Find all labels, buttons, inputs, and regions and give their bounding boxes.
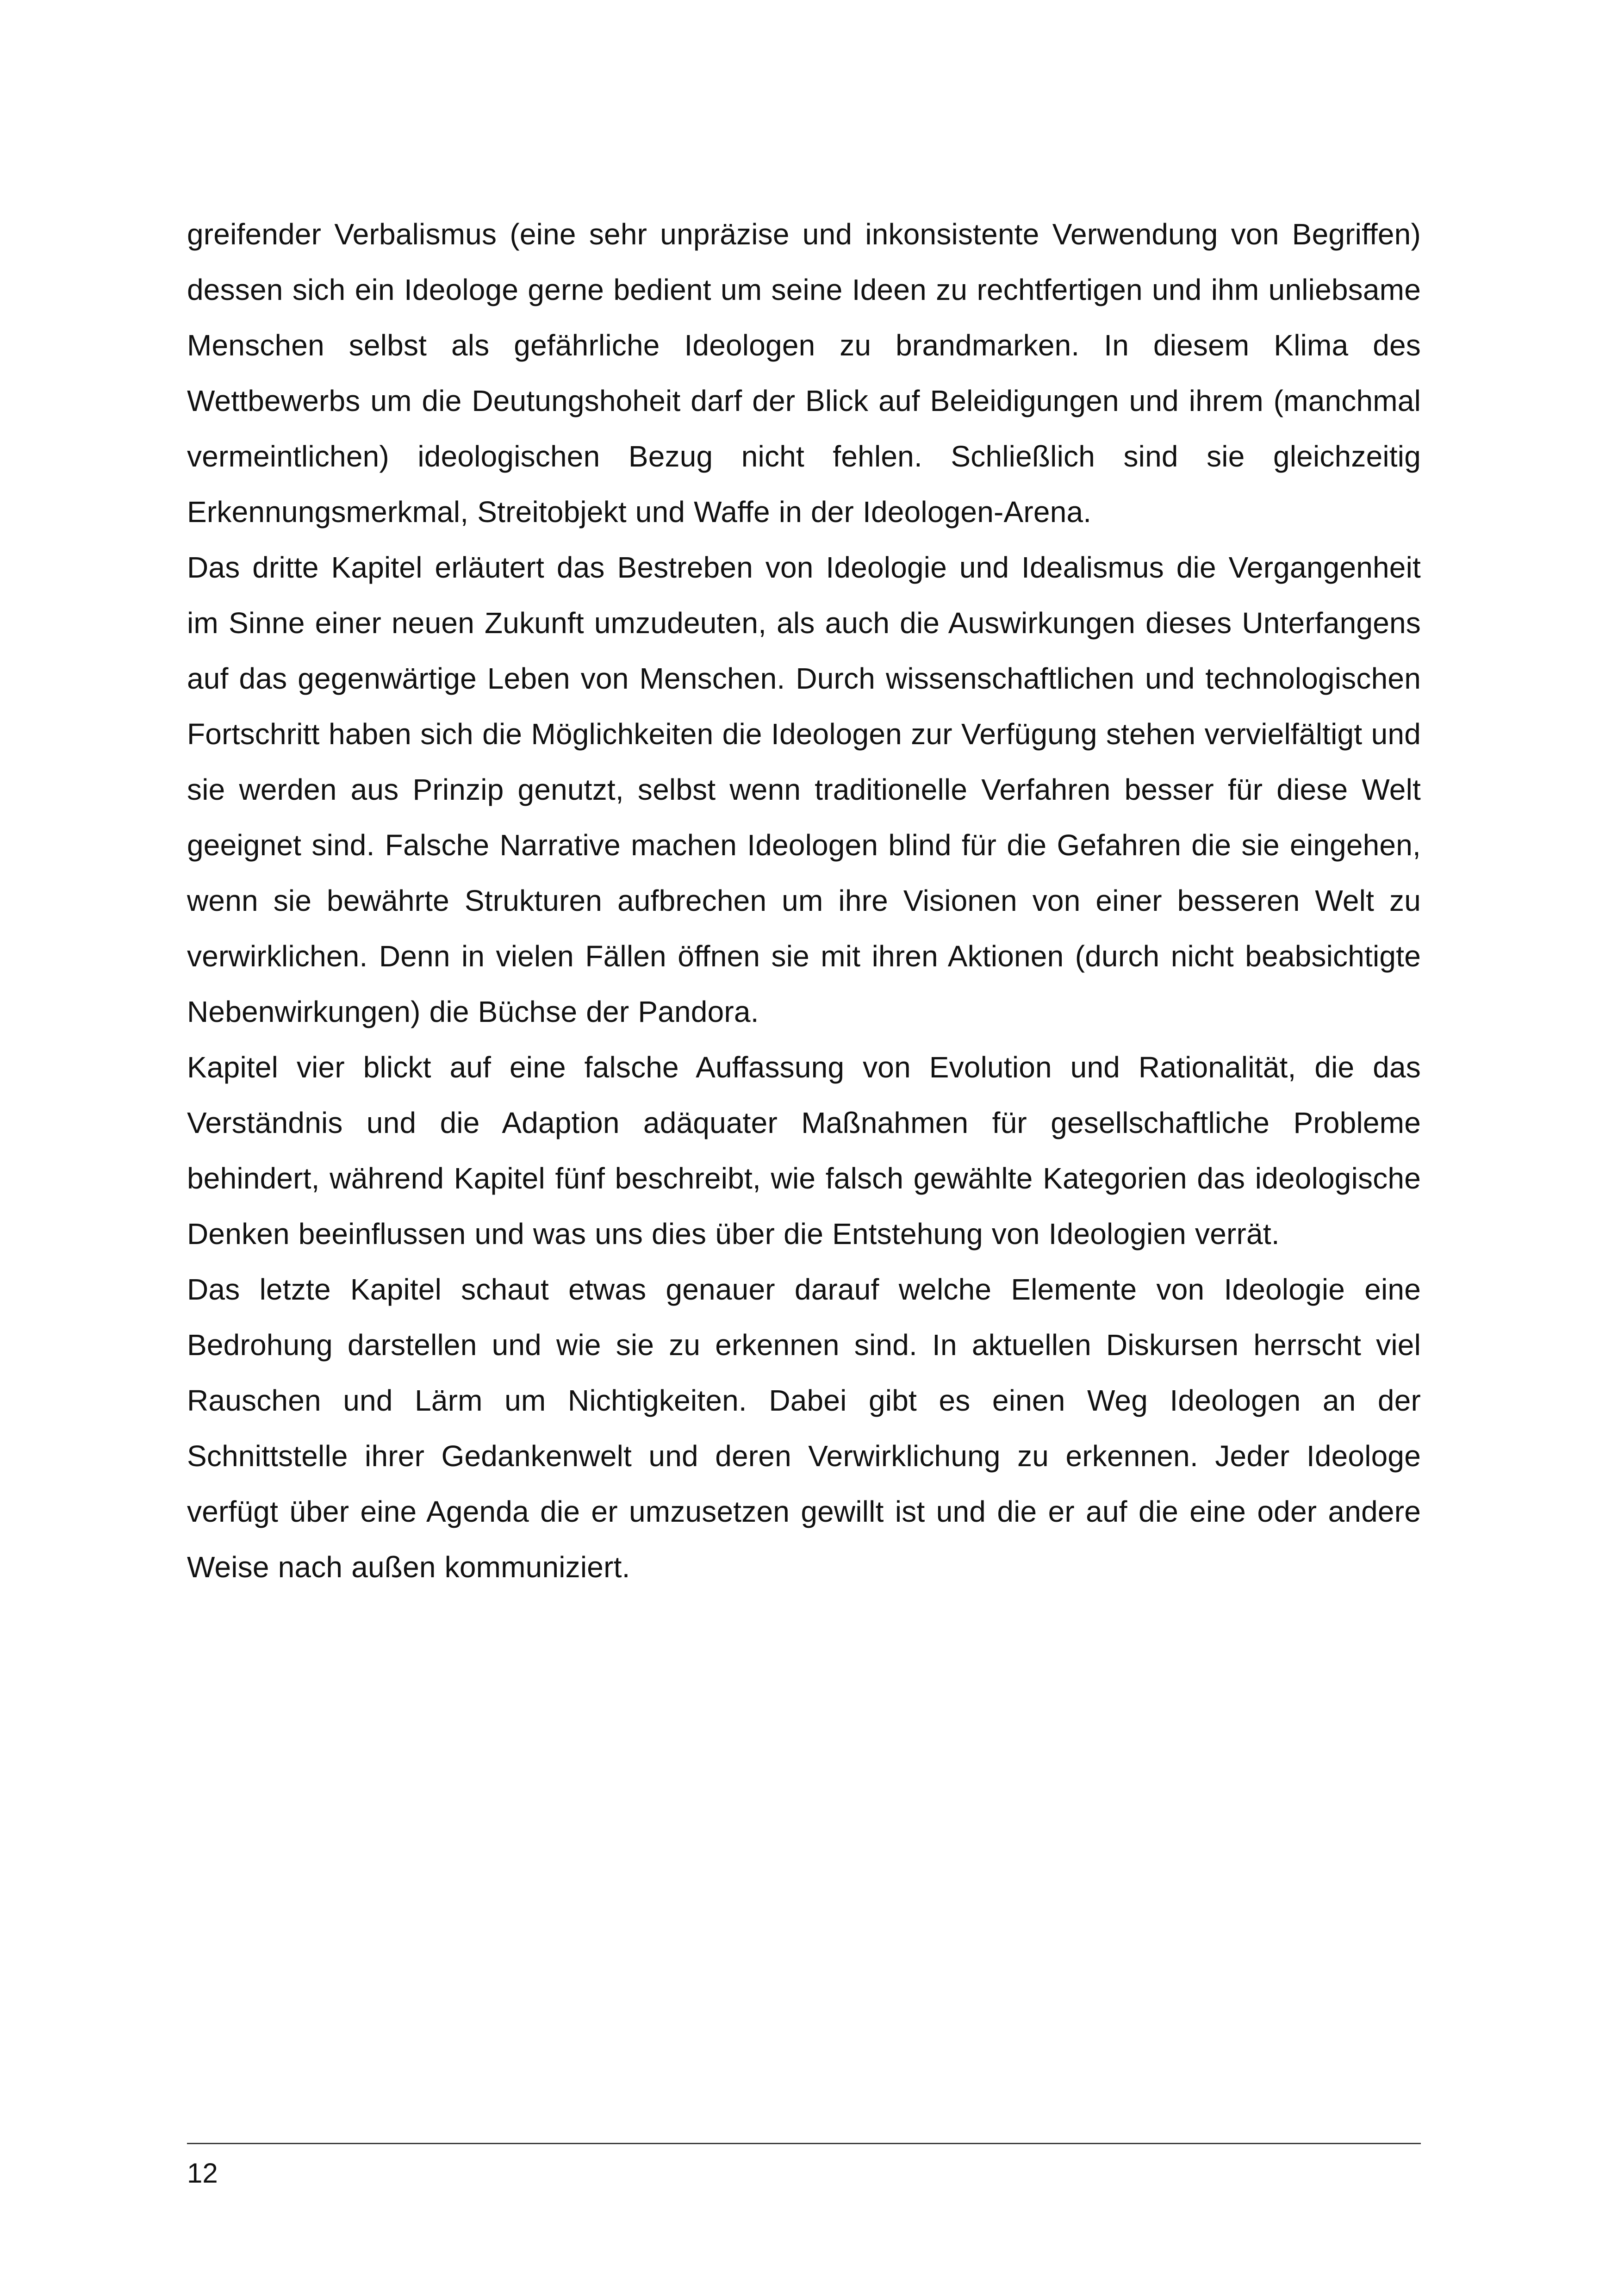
page-number: 12 xyxy=(187,2158,218,2189)
page-footer xyxy=(187,2143,1421,2190)
footer-divider xyxy=(187,2143,1421,2144)
paragraph: Kapitel vier blickt auf eine falsche Auffassung von Evolution und Rationalität, die das Verständnis und die Adaption adäquater Maßnahmen für gesellschaftliche Probleme behindert, während Kapitel fünf beschreibt, wie falsch gewählte Kategorien das ideologische Denken beeinflussen und was uns dies über die Entstehung von Ideologien verrät. xyxy=(187,1051,1421,1251)
paragraph: greifender Verbalismus (eine sehr unpräzise und inkonsistente Verwendung von Begriffen) dessen sich ein Ideologe gerne bedient um seine Ideen zu rechtfertigen und ihm unliebsame Menschen selbst als gefährliche Ideologen zu brandmarken. In diesem Klima des Wettbewerbs um die Deutungshoheit darf der Blick auf Beleidigungen und ihrem (manchmal vermeintlichen) ideologischen Bezug nicht fehlen. Schließlich sind sie gleichzeitig Erkennungsmerkmal, Streitobjekt und Waffe in der Ideologen-Arena. xyxy=(187,218,1421,529)
paragraph: Das letzte Kapitel schaut etwas genauer darauf welche Elemente von Ideologie eine Bedrohung darstellen und wie sie zu erkennen sind. In aktuellen Diskursen herrscht viel Rauschen und Lärm um Nichtigkeiten. Dabei gibt es einen Weg Ideologen an der Schnittstelle ihrer Gedankenwelt und deren Verwirklichung zu erkennen. Jeder Ideologe verfügt über eine Agenda die er umzusetzen gewillt ist und die er auf die eine oder andere Weise nach außen kommuniziert. xyxy=(187,1273,1421,1584)
page-body xyxy=(187,206,1421,1595)
paragraph: Das dritte Kapitel erläutert das Bestreben von Ideologie und Idealismus die Vergangenheit im Sinne einer neuen Zukunft umzudeuten, als auch die Auswirkungen dieses Unterfangens auf das gegenwärtige Leben von Menschen. Durch wissenschaftlichen und technologischen Fortschritt haben sich die Möglichkeiten die Ideologen zur Verfügung stehen vervielfältigt und sie werden aus Prinzip genutzt, selbst wenn traditionelle Verfahren besser für diese Welt geeignet sind. Falsche Narrative machen Ideologen blind für die Gefahren die sie eingehen, wenn sie bewährte Strukturen aufbrechen um ihre Visionen von einer besseren Welt zu verwirklichen. Denn in vielen Fällen öffnen sie mit ihren Aktionen (durch nicht beabsichtigte Nebenwirkungen) die Büchse der Pandora. xyxy=(187,551,1421,1028)
